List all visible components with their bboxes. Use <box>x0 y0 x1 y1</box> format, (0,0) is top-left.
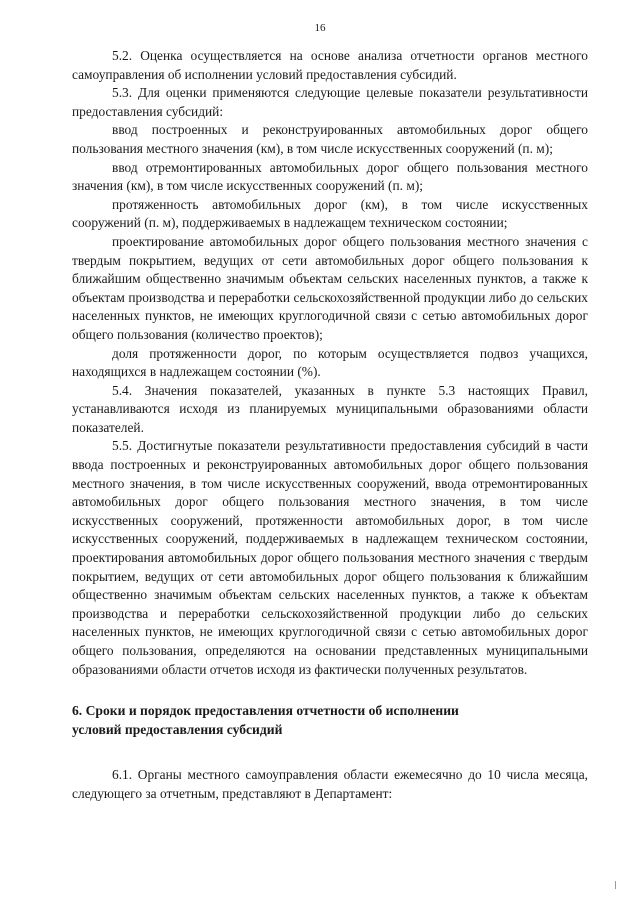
paragraph-6-1: 6.1. Органы местного самоуправления области ежемесячно до 10 числа месяца, следующего за отчетным, представляют в Департамент: <box>72 767 588 801</box>
paragraph-5-5: 5.5. Достигнутые показатели результативности предоставления субсидий в части ввода построенных и реконструированных автомобильных дорог общего пользования местного значения, в том числе искусственных сооружений, ввода отремонтированных автомобильных дорог общего пользования местного значения, в том числе искусственных сооружений, протяженности автомобильных дорог, в том числе искусственных сооружений, поддерживаемых в надлежащем техническом состоянии, проектирования автомобильных дорог общего пользования местного значения с твердым покрытием, ведущих от сети автомобильных дорог общего пользования к ближайшим общественно значимым объектам сельских населенных пунктов, а также к объектам производства и переработки сельскохозяйственной продукции либо до сельских населенных пунктов, не имеющих круглогодичной связи с сетью автомобильных дорог общего пользования, определяются на основании представленных муниципальными образованиями области отчетов исходя из фактически полученных результатов. <box>72 438 588 677</box>
page-number: 16 <box>314 22 326 34</box>
indicator-item-maintenance: протяженность автомобильных дорог (км), в том числе искусственных сооружений (п. м), поддерживаемых в надлежащем техническом состоянии; <box>72 196 588 231</box>
indicator-item-school-roads: доля протяженности дорог, по которым осуществляется подвоз учащихся, находящихся в надлежащем состоянии (%). <box>72 345 588 380</box>
indicator-item-construction: ввод построенных и реконструированных автомобильных дорог общего пользования местного значения (км), в том числе искусственных сооружений (п. м); <box>72 122 588 156</box>
section-heading-line-2: условий предоставления субсидий <box>72 722 283 738</box>
section-heading-line-1: 6. Сроки и порядок предоставления отчетности об исполнении <box>72 703 459 719</box>
paragraph-5-2: 5.2. Оценка осуществляется на основе анализа отчетности органов местного самоуправления об исполнении условий предоставления субсидий. <box>72 48 588 82</box>
scan-edge-mark <box>615 881 616 889</box>
paragraph-5-3: 5.3. Для оценки применяются следующие целевые показатели результативности предоставления субсидий: <box>72 85 588 119</box>
paragraph-5-4: 5.4. Значения показателей, указанных в пункте 5.3 настоящих Правил, устанавливаются исходя из планируемых муниципальными образованиями области показателей. <box>72 382 588 435</box>
indicator-item-repair: ввод отремонтированных автомобильных дорог общего пользования местного значения (км), в том числе искусственных сооружений (п. м); <box>72 159 588 194</box>
indicator-item-design: проектирование автомобильных дорог общего пользования местного значения с твердым покрытием, ведущих от сети автомобильных дорог общего пользования к ближайшим общественно значимым объектам сельских населенных пунктов, а также к объектам производства и переработки сельскохозяйственной продукции либо до сельских населенных пунктов, не имеющих круглогодичной связи с сетью автомобильных дорог общего пользования (количество проектов); <box>72 233 588 342</box>
document-body <box>72 47 588 803</box>
section-heading <box>72 701 588 739</box>
